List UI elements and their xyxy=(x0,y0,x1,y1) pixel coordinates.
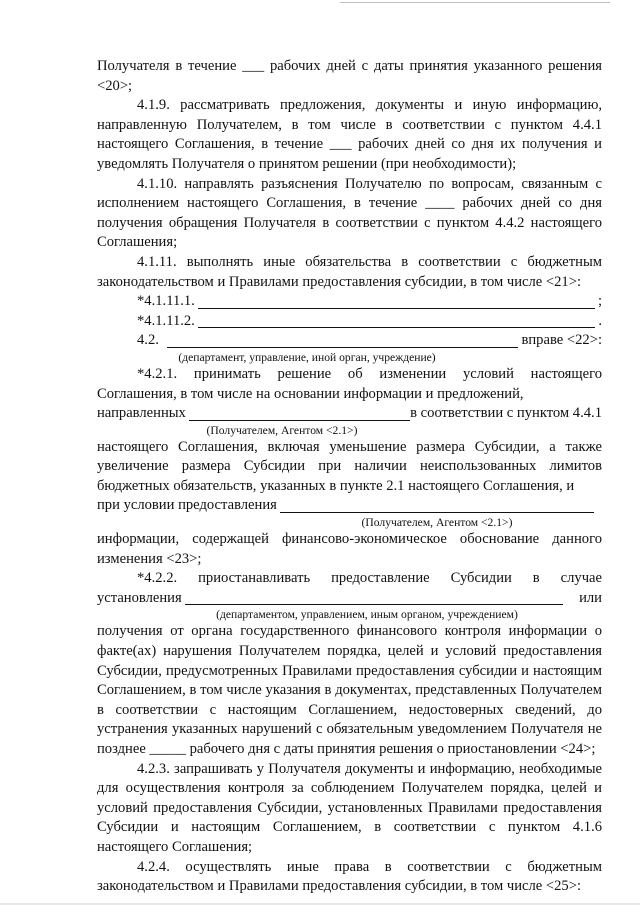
paragraph-4-2-3: 4.2.3. запрашивать у Получателя документы и информацию, необходимые для осуществления контроля за соблюдением Получателем порядка, целей и условий предоставления Субсидии, установленных Правилами предоставления Субсидии и настоящим Соглашением, в соответствии с пунктом 4.1.6 настоящего Соглашения; xyxy=(97,760,602,855)
item-label: *4.1.11.2. xyxy=(137,312,195,329)
line-start: при условии предоставления xyxy=(97,497,277,514)
document-page xyxy=(97,57,602,897)
line-establishment xyxy=(97,589,602,609)
paragraph-4-2-1-end: информации, содержащей финансово-экономическое обоснование данного изменения <23>; xyxy=(97,531,602,567)
line-provision-condition xyxy=(97,496,602,516)
paragraph-4-2-2-continued: получения от органа государственного финансового контроля информации о факте(ах) нарушения Получателем порядка, целей и условий предоставления Субсидии, предусмотренных Правилами предоставления субсидии и настоящим Соглашением, в том числе указания в документах, представленных Получателем в соответствии с настоящим Соглашением, недостоверных сведений, до устранения указанных нарушений с обязательным уведомлением Получателя не позднее _____ рабочего дня с даты принятия решения о приостановлении <24>; xyxy=(97,623,602,757)
top-rule xyxy=(340,2,610,3)
item-label: 4.2. xyxy=(137,332,159,349)
item-label: *4.1.11.1. xyxy=(137,293,195,310)
paragraph-4-2-4: 4.2.4. осуществлять иные права в соответствии с бюджетным законодательством и Правилами предоставления субсидии, в том числе <25>: xyxy=(97,858,602,895)
item-4-1-11-1 xyxy=(97,292,602,312)
item-end: . xyxy=(598,312,602,329)
line-end: в соответствии с пунктом 4.4.1 xyxy=(410,405,602,422)
paragraph-4-1-9: 4.1.9. рассматривать предложения, документы и иную информацию, направленную Получателем, в том числе в соответствии с пунктом 4.4.1 настоящего Соглашения, в течение ___ рабочих дней со дня их получения и уведомлять Получателя о принятом решении (при необходимости); xyxy=(97,97,602,172)
caption-recipient-agent-2: (Получателем, Агентом <2.1>) xyxy=(361,516,513,530)
item-4-1-11-2 xyxy=(97,312,602,332)
blank-line xyxy=(189,406,410,421)
line-start: установления xyxy=(97,589,182,606)
paragraph-4-1-11: 4.1.11. выполнять иные обязательства в соответствии с бюджетным законодательством и Правилами предоставления субсидии, в том числе <21>: xyxy=(97,253,602,290)
line-directed xyxy=(97,404,602,424)
paragraph-recipient-decision: Получателя в течение ___ рабочих дней с даты принятия указанного решения <20>; xyxy=(97,58,602,94)
paragraph-4-2-1-continued: настоящего Соглашения, включая уменьшение размера Субсидии, а также увеличение размера Субсидии при наличии неиспользованных лимитов бюджетных обязательств, указанных в пункте 2.1 настоящего Соглашения, и xyxy=(97,438,602,494)
blank-line xyxy=(198,313,596,328)
blank-line xyxy=(280,498,594,513)
paragraph-4-2-2-start: *4.2.2. приостанавливать предоставление Субсидии в случае xyxy=(137,570,602,587)
blank-line xyxy=(198,294,595,309)
paragraph-4-2-1-start: *4.2.1. принимать решение об изменении условий настоящего Соглашения, в том числе на основании информации и предложений, xyxy=(97,365,602,402)
line-start: направленных xyxy=(97,405,186,422)
caption-department-2: (департаментом, управлением, иным органом, учреждением) xyxy=(216,608,518,622)
item-end: вправе <22>: xyxy=(521,332,602,349)
blank-line xyxy=(185,590,563,605)
item-4-2 xyxy=(97,331,602,351)
paragraph-4-1-10: 4.1.10. направлять разъяснения Получателю по вопросам, связанным с исполнением настоящего Соглашения, в течение ____ рабочих дней со дня получения обращения Получателя в соответствии с пунктом 4.4.2 настоящего Соглашения; xyxy=(97,175,602,251)
caption-recipient-agent: (Получателем, Агентом <2.1>) xyxy=(206,423,358,437)
line-end: или xyxy=(579,589,602,606)
caption-department: (департамент, управление, иной орган, учреждение) xyxy=(178,350,436,364)
item-end: ; xyxy=(597,293,602,310)
blank-line xyxy=(167,333,519,348)
